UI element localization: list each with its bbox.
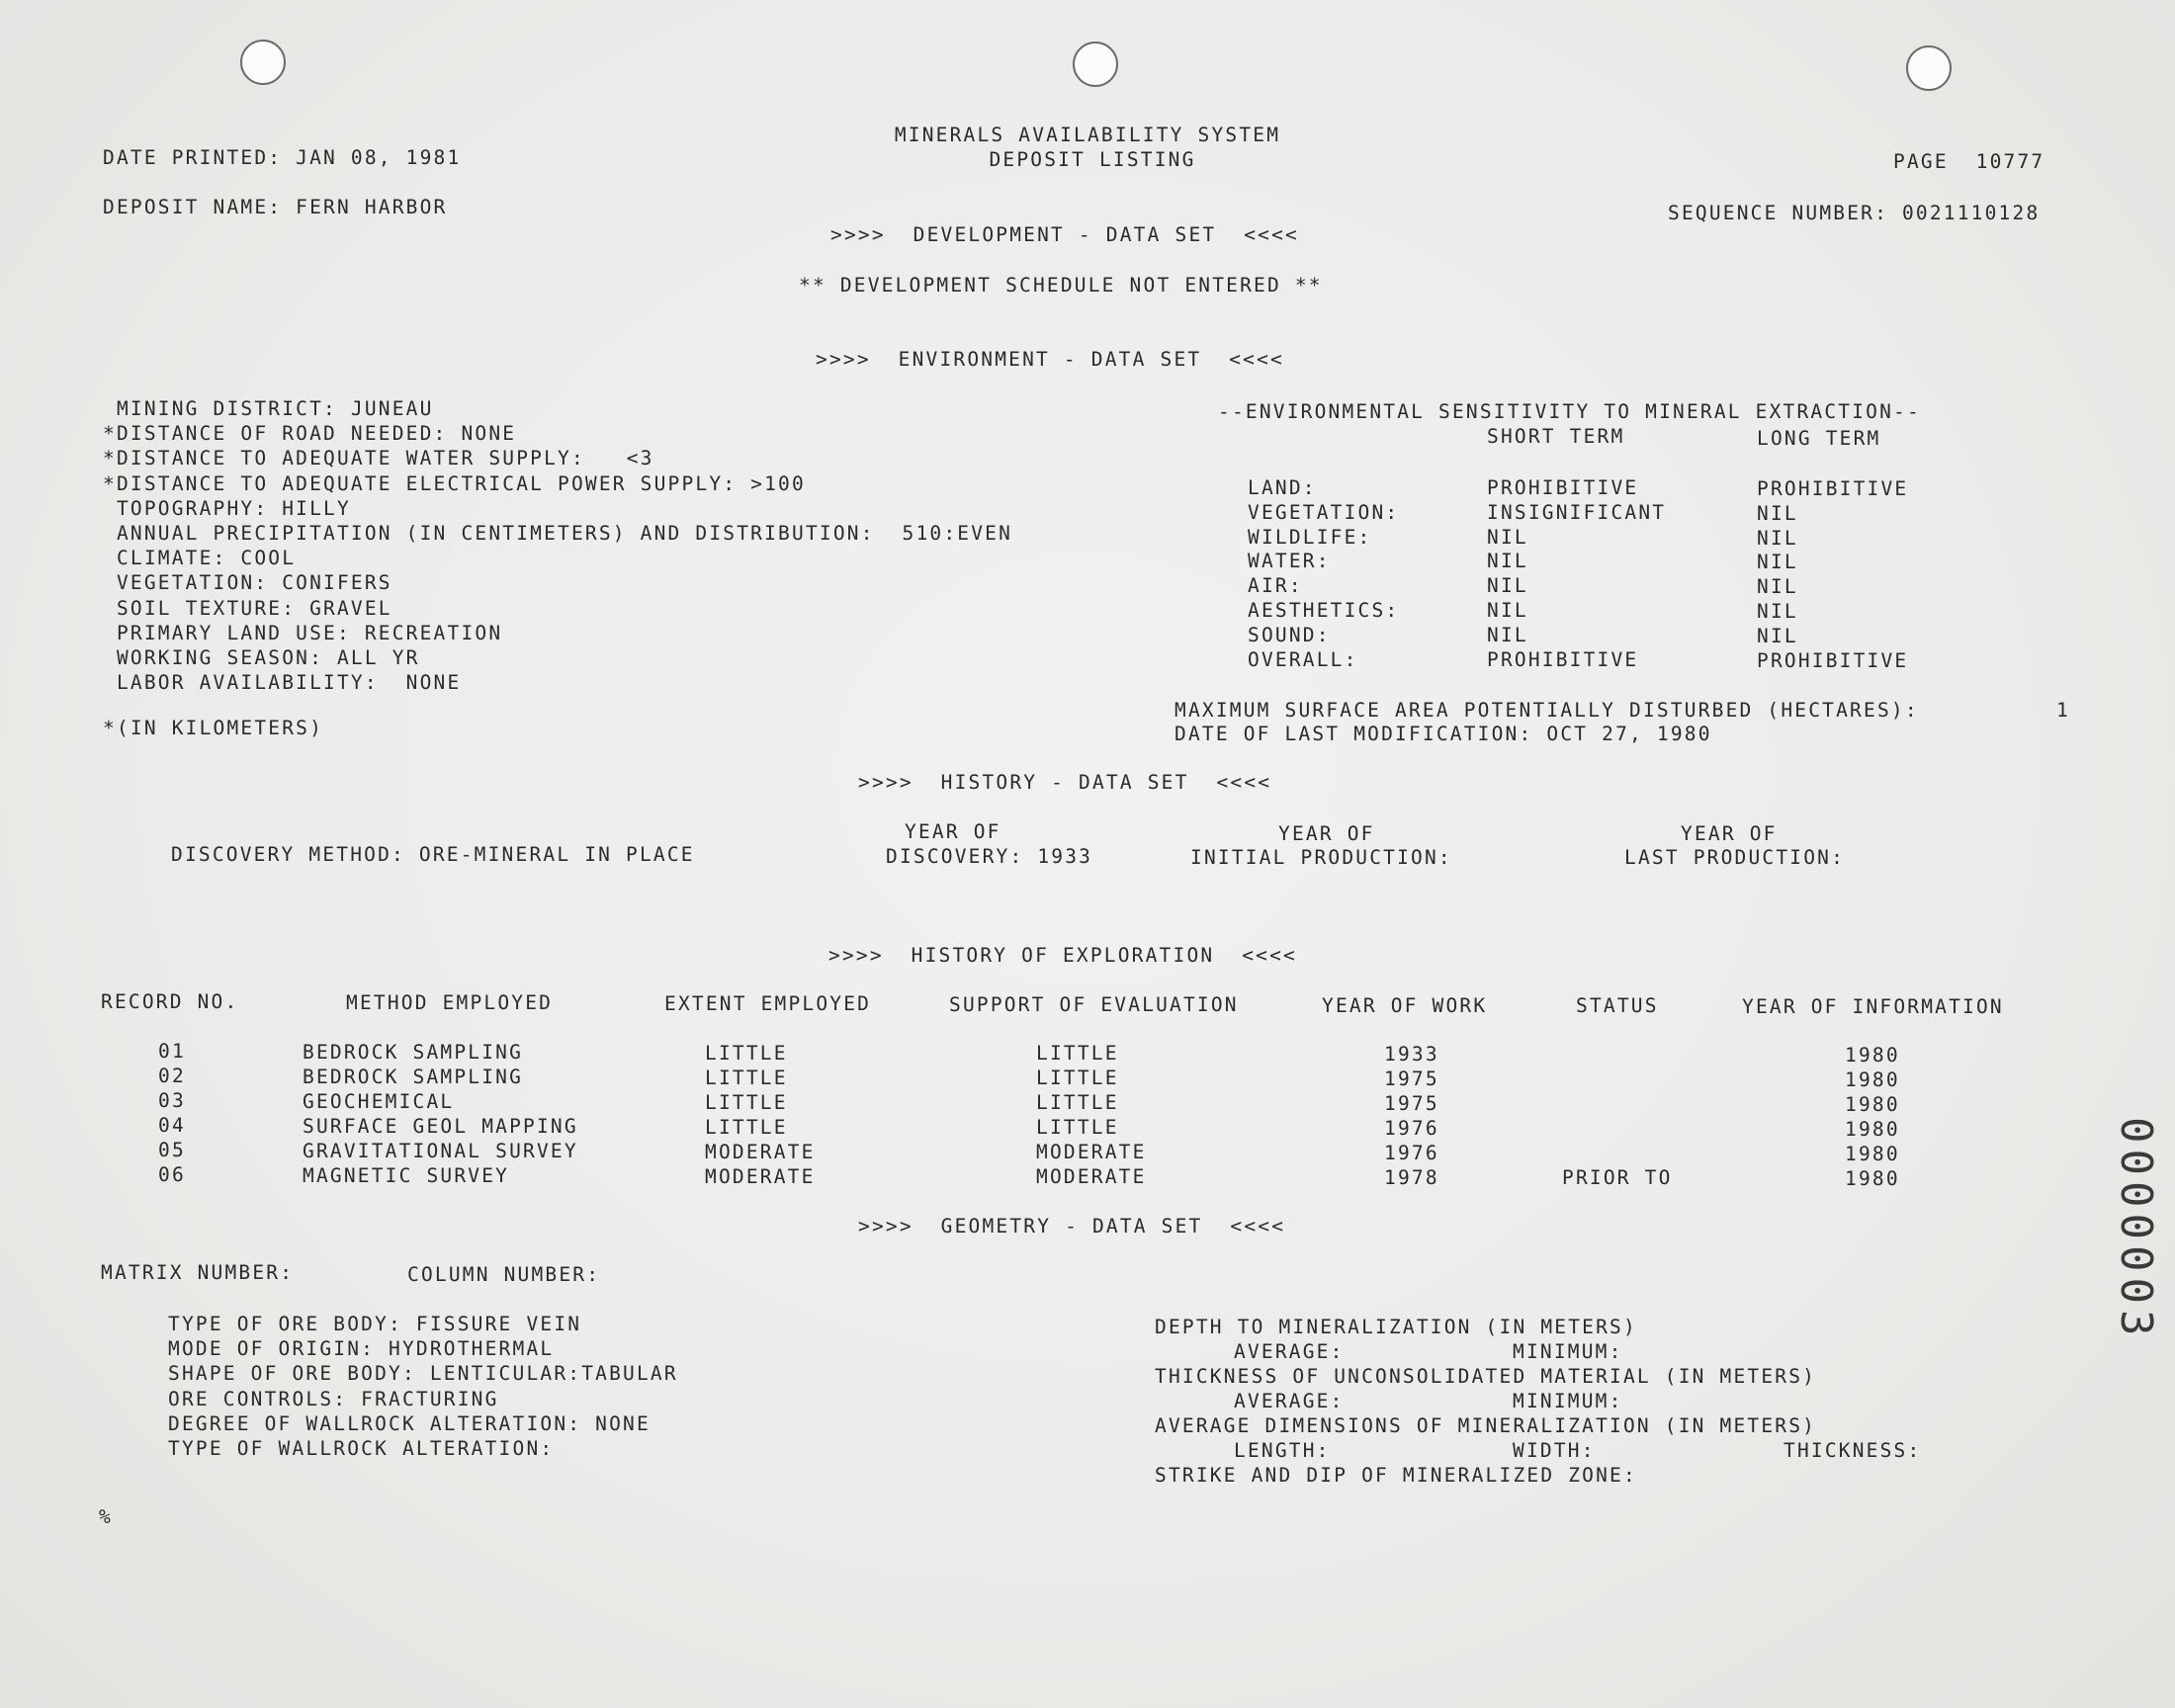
extent-employed: LITTLE: [705, 1042, 788, 1065]
environment-field: MINING DISTRICT: JUNEAU: [103, 397, 434, 420]
record-number: 03: [158, 1089, 186, 1112]
date-printed: DATE PRINTED: JAN 08, 1981: [103, 146, 462, 169]
max-surface-value: 1: [2056, 699, 2070, 722]
support-of-evaluation: MODERATE: [1036, 1165, 1147, 1188]
support-of-evaluation: MODERATE: [1036, 1141, 1147, 1163]
record-number: 04: [158, 1114, 186, 1137]
last-modification: DATE OF LAST MODIFICATION: OCT 27, 1980: [1174, 723, 1712, 745]
support-of-evaluation: LITTLE: [1036, 1067, 1119, 1089]
environment-field: ANNUAL PRECIPITATION (IN CENTIMETERS) AND DISTRIBUTION: 510:EVEN: [103, 522, 1013, 545]
environment-field: *DISTANCE TO ADEQUATE WATER SUPPLY: <3: [103, 447, 654, 470]
environment-field: *DISTANCE TO ADEQUATE ELECTRICAL POWER SUPPLY: >100: [103, 471, 806, 495]
geometry-field: MODE OF ORIGIN: HYDROTHERMAL: [168, 1337, 555, 1361]
sensitivity-short-term: PROHIBITIVE: [1487, 476, 1639, 499]
year-of-information: 1980: [1845, 1167, 1900, 1190]
long-term-header: LONG TERM: [1757, 427, 1881, 450]
geometry-field: TYPE OF WALLROCK ALTERATION:: [168, 1437, 555, 1460]
sensitivity-label: WATER:: [1248, 550, 1331, 573]
listing-title: DEPOSIT LISTING: [989, 148, 1196, 171]
sensitivity-label: LAND:: [1248, 476, 1317, 499]
year-of-work: 1975: [1384, 1092, 1439, 1115]
history-heading: >>>> HISTORY - DATA SET <<<<: [858, 771, 1272, 794]
max-surface-label: MAXIMUM SURFACE AREA POTENTIALLY DISTURBED (HECTARES):: [1174, 699, 1919, 722]
record-number: 01: [158, 1040, 186, 1063]
dimension-width: WIDTH:: [1513, 1439, 1596, 1462]
development-heading: >>>> DEVELOPMENT - DATA SET <<<<: [830, 223, 1299, 246]
punch-hole: [1906, 45, 1952, 91]
year-of-information: 1980: [1845, 1118, 1900, 1141]
sensitivity-long-term: NIL: [1757, 501, 1798, 525]
year-of-information: 1980: [1845, 1093, 1900, 1116]
extent-employed: LITTLE: [705, 1067, 788, 1089]
punch-hole: [240, 40, 286, 85]
environment-field: *DISTANCE OF ROAD NEEDED: NONE: [103, 422, 517, 446]
method-employed: BEDROCK SAMPLING: [303, 1041, 524, 1064]
record-number: 02: [158, 1065, 186, 1087]
support-of-evaluation: LITTLE: [1036, 1116, 1119, 1139]
sensitivity-long-term: NIL: [1757, 600, 1798, 623]
sensitivity-label: AIR:: [1248, 574, 1303, 598]
year-of-work: 1976: [1384, 1117, 1439, 1140]
sensitivity-short-term: NIL: [1487, 550, 1528, 573]
col-extent-employed: EXTENT EMPLOYED: [664, 992, 872, 1015]
sensitivity-long-term: PROHIBITIVE: [1757, 477, 1909, 500]
geometry-field: DEGREE OF WALLROCK ALTERATION: NONE: [168, 1411, 651, 1435]
sensitivity-short-term: NIL: [1487, 525, 1528, 549]
dimension-thickness: THICKNESS:: [1784, 1439, 1922, 1462]
col-record-no: RECORD NO.: [101, 990, 239, 1013]
thickness-minimum: MINIMUM:: [1513, 1390, 1623, 1412]
year-of-discovery-label: YEAR OF: [905, 820, 1001, 843]
thickness-average: AVERAGE:: [1234, 1390, 1345, 1412]
sensitivity-label: WILDLIFE:: [1248, 525, 1372, 549]
matrix-number: MATRIX NUMBER:: [101, 1261, 295, 1284]
col-status: STATUS: [1576, 994, 1659, 1017]
extent-employed: LITTLE: [705, 1116, 788, 1139]
col-year-of-work: YEAR OF WORK: [1322, 994, 1488, 1017]
geometry-field: SHAPE OF ORE BODY: LENTICULAR:TABULAR: [168, 1362, 678, 1386]
exploration-heading: >>>> HISTORY OF EXPLORATION <<<<: [828, 944, 1297, 967]
year-of-initial-label: YEAR OF: [1278, 822, 1375, 845]
exploration-status: PRIOR TO: [1562, 1166, 1673, 1189]
punch-hole: [1073, 42, 1118, 87]
document-stamp: 0000003: [2111, 1117, 2161, 1342]
last-production: LAST PRODUCTION:: [1624, 846, 1846, 869]
year-of-work: 1975: [1384, 1068, 1439, 1090]
year-of-work: 1933: [1384, 1043, 1439, 1066]
support-of-evaluation: LITTLE: [1036, 1042, 1119, 1065]
support-of-evaluation: LITTLE: [1036, 1091, 1119, 1114]
discovery-year: DISCOVERY: 1933: [886, 845, 1093, 868]
depth-average: AVERAGE:: [1234, 1340, 1345, 1363]
year-of-information: 1980: [1845, 1044, 1900, 1067]
sensitivity-short-term: NIL: [1487, 574, 1528, 598]
environment-field: LABOR AVAILABILITY: NONE: [103, 671, 462, 695]
year-of-last-label: YEAR OF: [1681, 822, 1778, 845]
year-of-information: 1980: [1845, 1143, 1900, 1165]
environment-heading: >>>> ENVIRONMENT - DATA SET <<<<: [816, 348, 1284, 371]
extent-employed: MODERATE: [705, 1141, 816, 1163]
extent-employed: MODERATE: [705, 1165, 816, 1188]
year-of-work: 1976: [1384, 1142, 1439, 1164]
development-note: ** DEVELOPMENT SCHEDULE NOT ENTERED **: [799, 274, 1323, 297]
record-number: 05: [158, 1139, 186, 1161]
strike-and-dip: STRIKE AND DIP OF MINERALIZED ZONE:: [1155, 1464, 1637, 1487]
geometry-field: TYPE OF ORE BODY: FISSURE VEIN: [168, 1313, 582, 1335]
depth-title: DEPTH TO MINERALIZATION (IN METERS): [1155, 1316, 1637, 1338]
environment-field: PRIMARY LAND USE: RECREATION: [103, 621, 503, 644]
sensitivity-label: AESTHETICS:: [1248, 599, 1400, 622]
sensitivity-short-term: INSIGNIFICANT: [1487, 500, 1667, 524]
depth-minimum: MINIMUM:: [1513, 1340, 1623, 1363]
sensitivity-label: SOUND:: [1248, 623, 1331, 646]
sensitivity-long-term: NIL: [1757, 624, 1798, 647]
sensitivity-long-term: NIL: [1757, 526, 1798, 550]
method-employed: MAGNETIC SURVEY: [303, 1164, 510, 1187]
col-support-of-evaluation: SUPPORT OF EVALUATION: [949, 993, 1239, 1016]
method-employed: SURFACE GEOL MAPPING: [303, 1115, 578, 1138]
kilometers-footnote: *(IN KILOMETERS): [103, 717, 324, 739]
geometry-heading: >>>> GEOMETRY - DATA SET <<<<: [858, 1215, 1286, 1238]
record-number: 06: [158, 1163, 186, 1186]
year-of-work: 1978: [1384, 1166, 1439, 1189]
environment-field: SOIL TEXTURE: GRAVEL: [103, 596, 392, 620]
environment-field: WORKING SEASON: ALL YR: [103, 646, 420, 669]
sensitivity-label: OVERALL:: [1248, 647, 1358, 671]
method-employed: GEOCHEMICAL: [303, 1090, 455, 1113]
year-of-information: 1980: [1845, 1068, 1900, 1091]
dimensions-title: AVERAGE DIMENSIONS OF MINERALIZATION (IN METERS): [1155, 1414, 1817, 1437]
short-term-header: SHORT TERM: [1487, 425, 1625, 448]
page-number: PAGE 10777: [1893, 150, 2045, 173]
percent-mark: %: [99, 1505, 113, 1528]
environment-field: CLIMATE: COOL: [103, 547, 297, 570]
extent-employed: LITTLE: [705, 1091, 788, 1114]
sensitivity-short-term: NIL: [1487, 599, 1528, 622]
sensitivity-long-term: NIL: [1757, 551, 1798, 574]
col-year-of-information: YEAR OF INFORMATION: [1742, 995, 2004, 1018]
column-number: COLUMN NUMBER:: [407, 1263, 601, 1286]
sensitivity-short-term: NIL: [1487, 623, 1528, 646]
sensitivity-short-term: PROHIBITIVE: [1487, 647, 1639, 671]
sensitivity-long-term: NIL: [1757, 575, 1798, 599]
system-title: MINERALS AVAILABILITY SYSTEM: [894, 124, 1281, 146]
geometry-field: ORE CONTROLS: FRACTURING: [168, 1387, 499, 1410]
sequence-number: SEQUENCE NUMBER: 0021110128: [1668, 202, 2041, 224]
initial-production: INITIAL PRODUCTION:: [1190, 846, 1452, 869]
sensitivity-title: --ENVIRONMENTAL SENSITIVITY TO MINERAL EXTRACTION--: [1218, 400, 1921, 423]
discovery-method: DISCOVERY METHOD: ORE-MINERAL IN PLACE: [171, 843, 695, 866]
thickness-title: THICKNESS OF UNCONSOLIDATED MATERIAL (IN METERS): [1155, 1365, 1817, 1388]
environment-field: TOPOGRAPHY: HILLY: [103, 496, 351, 520]
environment-field: VEGETATION: CONIFERS: [103, 571, 392, 595]
col-method-employed: METHOD EMPLOYED: [346, 991, 554, 1014]
dimension-length: LENGTH:: [1234, 1439, 1331, 1462]
method-employed: BEDROCK SAMPLING: [303, 1066, 524, 1088]
sensitivity-label: VEGETATION:: [1248, 500, 1400, 524]
sensitivity-long-term: PROHIBITIVE: [1757, 648, 1909, 672]
deposit-name: DEPOSIT NAME: FERN HARBOR: [103, 196, 448, 218]
method-employed: GRAVITATIONAL SURVEY: [303, 1140, 578, 1162]
